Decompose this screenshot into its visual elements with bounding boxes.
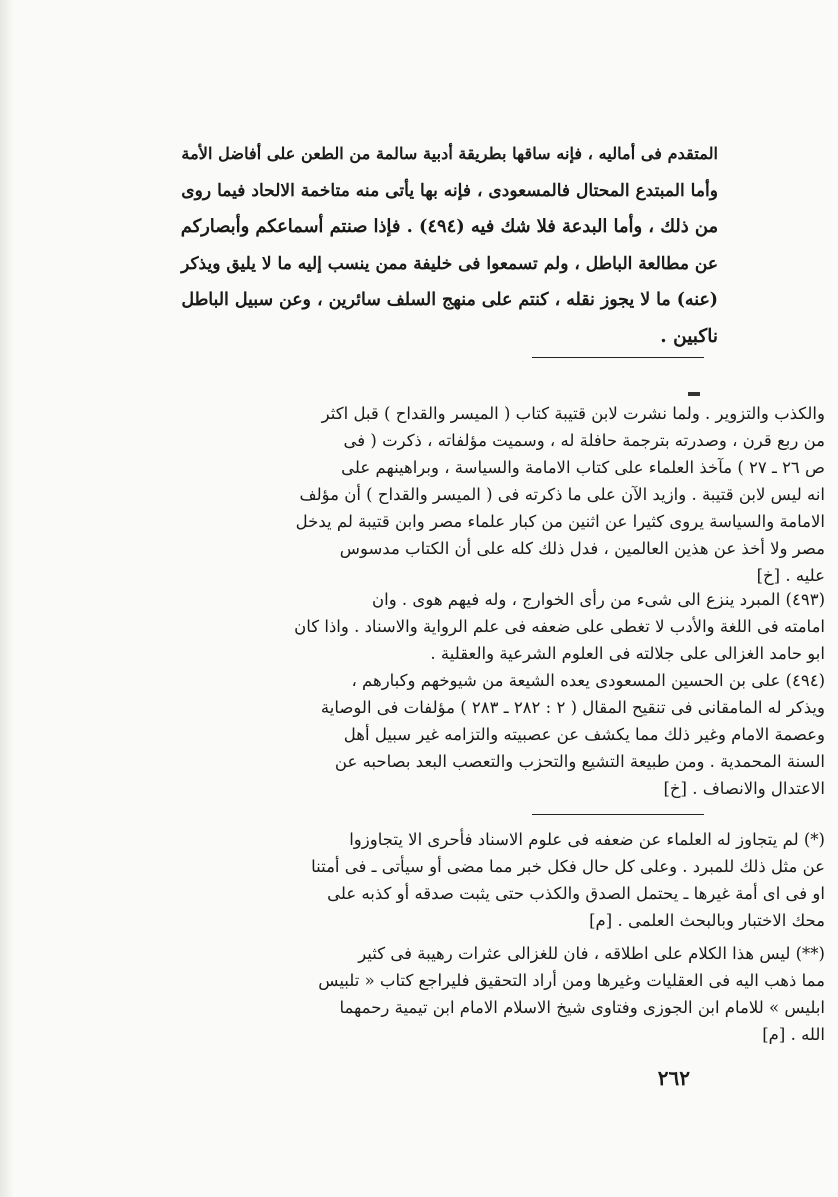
footnote-continuation	[93, 400, 825, 589]
footnote-line: (٤٩٣) المبرد ينزع الى شىء من رأى الخوارج ، وله فيهم هوى . وان	[372, 590, 825, 609]
footnote-line: الامامة والسياسة يروى كثيرا عن اثنين من كبار علماء مصر وابن قتيبة لم يدخل	[295, 512, 825, 531]
footnote-line: وعصمة الامام وغير ذلك مما يكشف عن عصبيته والتزامه غير سبيل أهل	[343, 725, 825, 744]
main-text-line: عن مطالعة الباطل ، ولم تسمعوا فى خليفة ممن ينسب إليه ما لا يليق ويذكر	[181, 253, 718, 274]
footnote-line: (*) لم يتجاوز له العلماء عن ضعفه فى علوم الاسناد فأحرى الا يتجاوزوا	[349, 830, 825, 849]
footnote-line: الله . [م]	[762, 1025, 825, 1044]
footnote-line: عليه . [خ]	[756, 566, 825, 585]
editor-note-double-star	[93, 940, 825, 1048]
footnote-line: محك الاختبار وبالبحث العلمى . [م]	[589, 911, 825, 930]
main-text-line: (عنه) ما لا يجوز نقله ، كنتم على منهج السلف سائرين ، وعن سبيل الباطل	[181, 290, 718, 310]
footnote-line: ابو حامد الغزالى على جلالته فى العلوم الشرعية والعقلية .	[430, 644, 825, 663]
footnote-line: ص ٢٦ ـ ٢٧ ) مآخذ العلماء على كتاب الامامة والسياسة ، وبراهينهم على	[341, 458, 825, 477]
footnote-493	[93, 586, 825, 667]
footnote-line: ابليس » للامام ابن الجوزى وفتاوى شيخ الاسلام الامام ابن تيمية رحمهما	[339, 998, 825, 1017]
main-text-line: وأما المبتدع المحتال فالمسعودى ، فإنه بها يأتى منه متاخمة الالحاد فيما روى	[181, 180, 718, 201]
footnote-line: (٤٩٤) على بن الحسين المسعودى يعده الشيعة من شيوخهم وكبارهم ،	[351, 671, 825, 690]
footnote-line: او فى اى أمة غيرها ـ يحتمل الصدق والكذب حتى يثبت صدقه أو كذبه على	[327, 884, 825, 903]
footnote-line: مصر ولا أخذ عن هذين العالمين ، فدل ذلك كله على أن الكتاب مدسوس	[339, 539, 825, 558]
footnote-line: عن مثل ذلك للمبرد . وعلى كل حال فكل خبر مما مضى أو سيأتى ـ فى أمتنا	[311, 857, 825, 876]
footnote-line: مما ذهب اليه فى العقليات وغيرها ومن أراد التحقيق فليراجع كتاب « تلبيس	[318, 971, 825, 990]
page-edge-shadow	[0, 0, 14, 1197]
footnote-separator	[532, 357, 704, 358]
footnote-marker	[688, 392, 700, 396]
main-text-line: ناكبين .	[660, 325, 718, 347]
footnote-line: (**) ليس هذا الكلام على اطلاقه ، فان للغزالى عثرات رهيبة فى كثير	[358, 944, 825, 963]
editor-note-star	[93, 826, 825, 934]
main-text-line: من ذلك ، وأما البدعة فلا شك فيه (٤٩٤) . فإذا صنتم أسماعكم وأبصاركم	[180, 216, 718, 237]
page-number: ٢٦٢	[657, 1066, 690, 1090]
footnote-line: ويذكر له المامقانى فى تنقيح المقال ( ٢ : ٢٨٢ ـ ٢٨٣ ) مؤلفات فى الوصاية	[320, 698, 825, 717]
main-text-line: المتقدم فى أماليه ، فإنه ساقها بطريقة أدبية سالمة من الطعن على أفاضل الأمة	[181, 144, 718, 163]
footnote-line: الاعتدال والانصاف . [خ]	[663, 779, 825, 798]
editor-notes-separator	[532, 814, 704, 815]
footnote-494	[93, 667, 825, 802]
footnote-line: انه ليس لابن قتيبة . وازيد الآن على ما ذكرته فى ( الميسر والقداح ) أن مؤلف	[299, 485, 825, 504]
footnote-line: امامته فى اللغة والأدب لا تغطى على ضعفه فى علم الرواية والاسناد . واذا كان	[294, 617, 825, 636]
footnote-line: السنة المحمدية . ومن طبيعة التشيع والتحزب والتعصب البعد بصاحبه عن	[334, 752, 825, 771]
footnote-line: من ربع قرن ، وصدرته بترجمة حافلة له ، وسميت مؤلفاته ، ذكرت ( فى	[343, 431, 825, 450]
main-text	[170, 136, 718, 355]
footnote-line: والكذب والتزوير . ولما نشرت لابن قتيبة كتاب ( الميسر والقداح ) قبل اكثر	[321, 404, 825, 423]
